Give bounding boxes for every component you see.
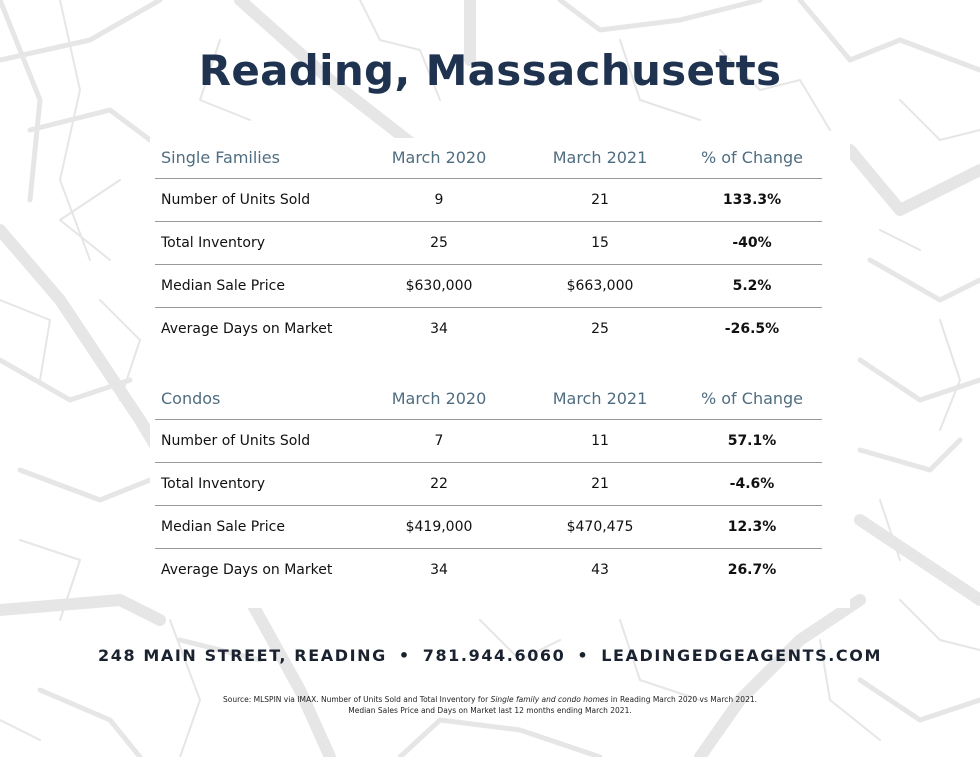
- march-2021-value: $470,475: [518, 506, 682, 549]
- column-header-march-2020: March 2020: [360, 377, 518, 420]
- column-header-march-2021: March 2021: [518, 377, 682, 420]
- column-header-category: Single Families: [155, 136, 360, 179]
- row-label: Number of Units Sold: [155, 420, 360, 463]
- separator-dot: •: [398, 646, 411, 665]
- row-label: Average Days on Market: [161, 562, 333, 578]
- table-row: [155, 463, 822, 506]
- row-label: Total Inventory: [155, 463, 360, 506]
- march-2021-value: 15: [518, 222, 682, 265]
- website-link[interactable]: LEADINGEDGEAGENTS.COM: [601, 646, 882, 665]
- source-note: [0, 694, 980, 716]
- march-2020-value: 25: [360, 222, 518, 265]
- phone-text: 781.944.6060: [422, 646, 566, 665]
- march-2020-value: 34: [430, 562, 448, 578]
- contact-footer: [0, 646, 980, 665]
- percent-change-value: -4.6%: [682, 463, 822, 506]
- address-text: 248 MAIN STREET, READING: [98, 646, 387, 665]
- row-label: Total Inventory: [155, 222, 360, 265]
- source-line-1: [0, 694, 980, 705]
- column-header-march-2020: March 2020: [360, 136, 518, 179]
- percent-change-value: -40%: [682, 222, 822, 265]
- percent-change-value: 5.2%: [682, 265, 822, 308]
- table-row: [155, 549, 822, 592]
- condos-table: [155, 377, 822, 591]
- row-label: Average Days on Market: [161, 321, 333, 337]
- march-2021-value: 43: [591, 562, 609, 578]
- source-line-2: Median Sales Price and Days on Market last 12 months ending March 2021.: [348, 706, 632, 715]
- separator-dot: •: [577, 646, 590, 665]
- march-2021-value: 25: [591, 321, 609, 337]
- row-label: Number of Units Sold: [155, 179, 360, 222]
- march-2021-value: 11: [518, 420, 682, 463]
- table-header-row: [155, 377, 822, 420]
- march-2020-value: 34: [430, 321, 448, 337]
- march-2020-value: $419,000: [360, 506, 518, 549]
- source-emphasis: Single family and condo homes: [490, 695, 609, 704]
- march-2021-value: 21: [518, 463, 682, 506]
- march-2021-value: $663,000: [518, 265, 682, 308]
- march-2020-value: 9: [360, 179, 518, 222]
- table-row: [155, 308, 822, 351]
- table-row: [155, 265, 822, 308]
- march-2020-value: 7: [360, 420, 518, 463]
- source-text: Source: MLSPIN via IMAX. Number of Units Sold and Total Inventory for: [222, 695, 491, 704]
- table-row: [155, 222, 822, 265]
- table-row: [155, 420, 822, 463]
- row-label: Median Sale Price: [155, 506, 360, 549]
- row-label: Median Sale Price: [155, 265, 360, 308]
- column-header-category: Condos: [155, 377, 360, 420]
- page-title: Reading, Massachusetts: [198, 46, 782, 95]
- march-2020-value: 22: [360, 463, 518, 506]
- source-text: in Reading March 2020 vs March 2021.: [608, 695, 758, 704]
- percent-change-value: 133.3%: [682, 179, 822, 222]
- percent-change-value: 12.3%: [682, 506, 822, 549]
- table-row: [155, 179, 822, 222]
- percent-change-value: 26.7%: [727, 562, 777, 578]
- table-row: [155, 506, 822, 549]
- column-header-march-2021: March 2021: [518, 136, 682, 179]
- column-header-percent-change: % of Change: [682, 377, 822, 420]
- march-2020-value: $630,000: [360, 265, 518, 308]
- single-families-table: [155, 136, 822, 350]
- march-2021-value: 21: [518, 179, 682, 222]
- column-header-percent-change: % of Change: [682, 136, 822, 179]
- percent-change-value: 57.1%: [682, 420, 822, 463]
- percent-change-value: -26.5%: [724, 321, 780, 337]
- table-header-row: [155, 136, 822, 179]
